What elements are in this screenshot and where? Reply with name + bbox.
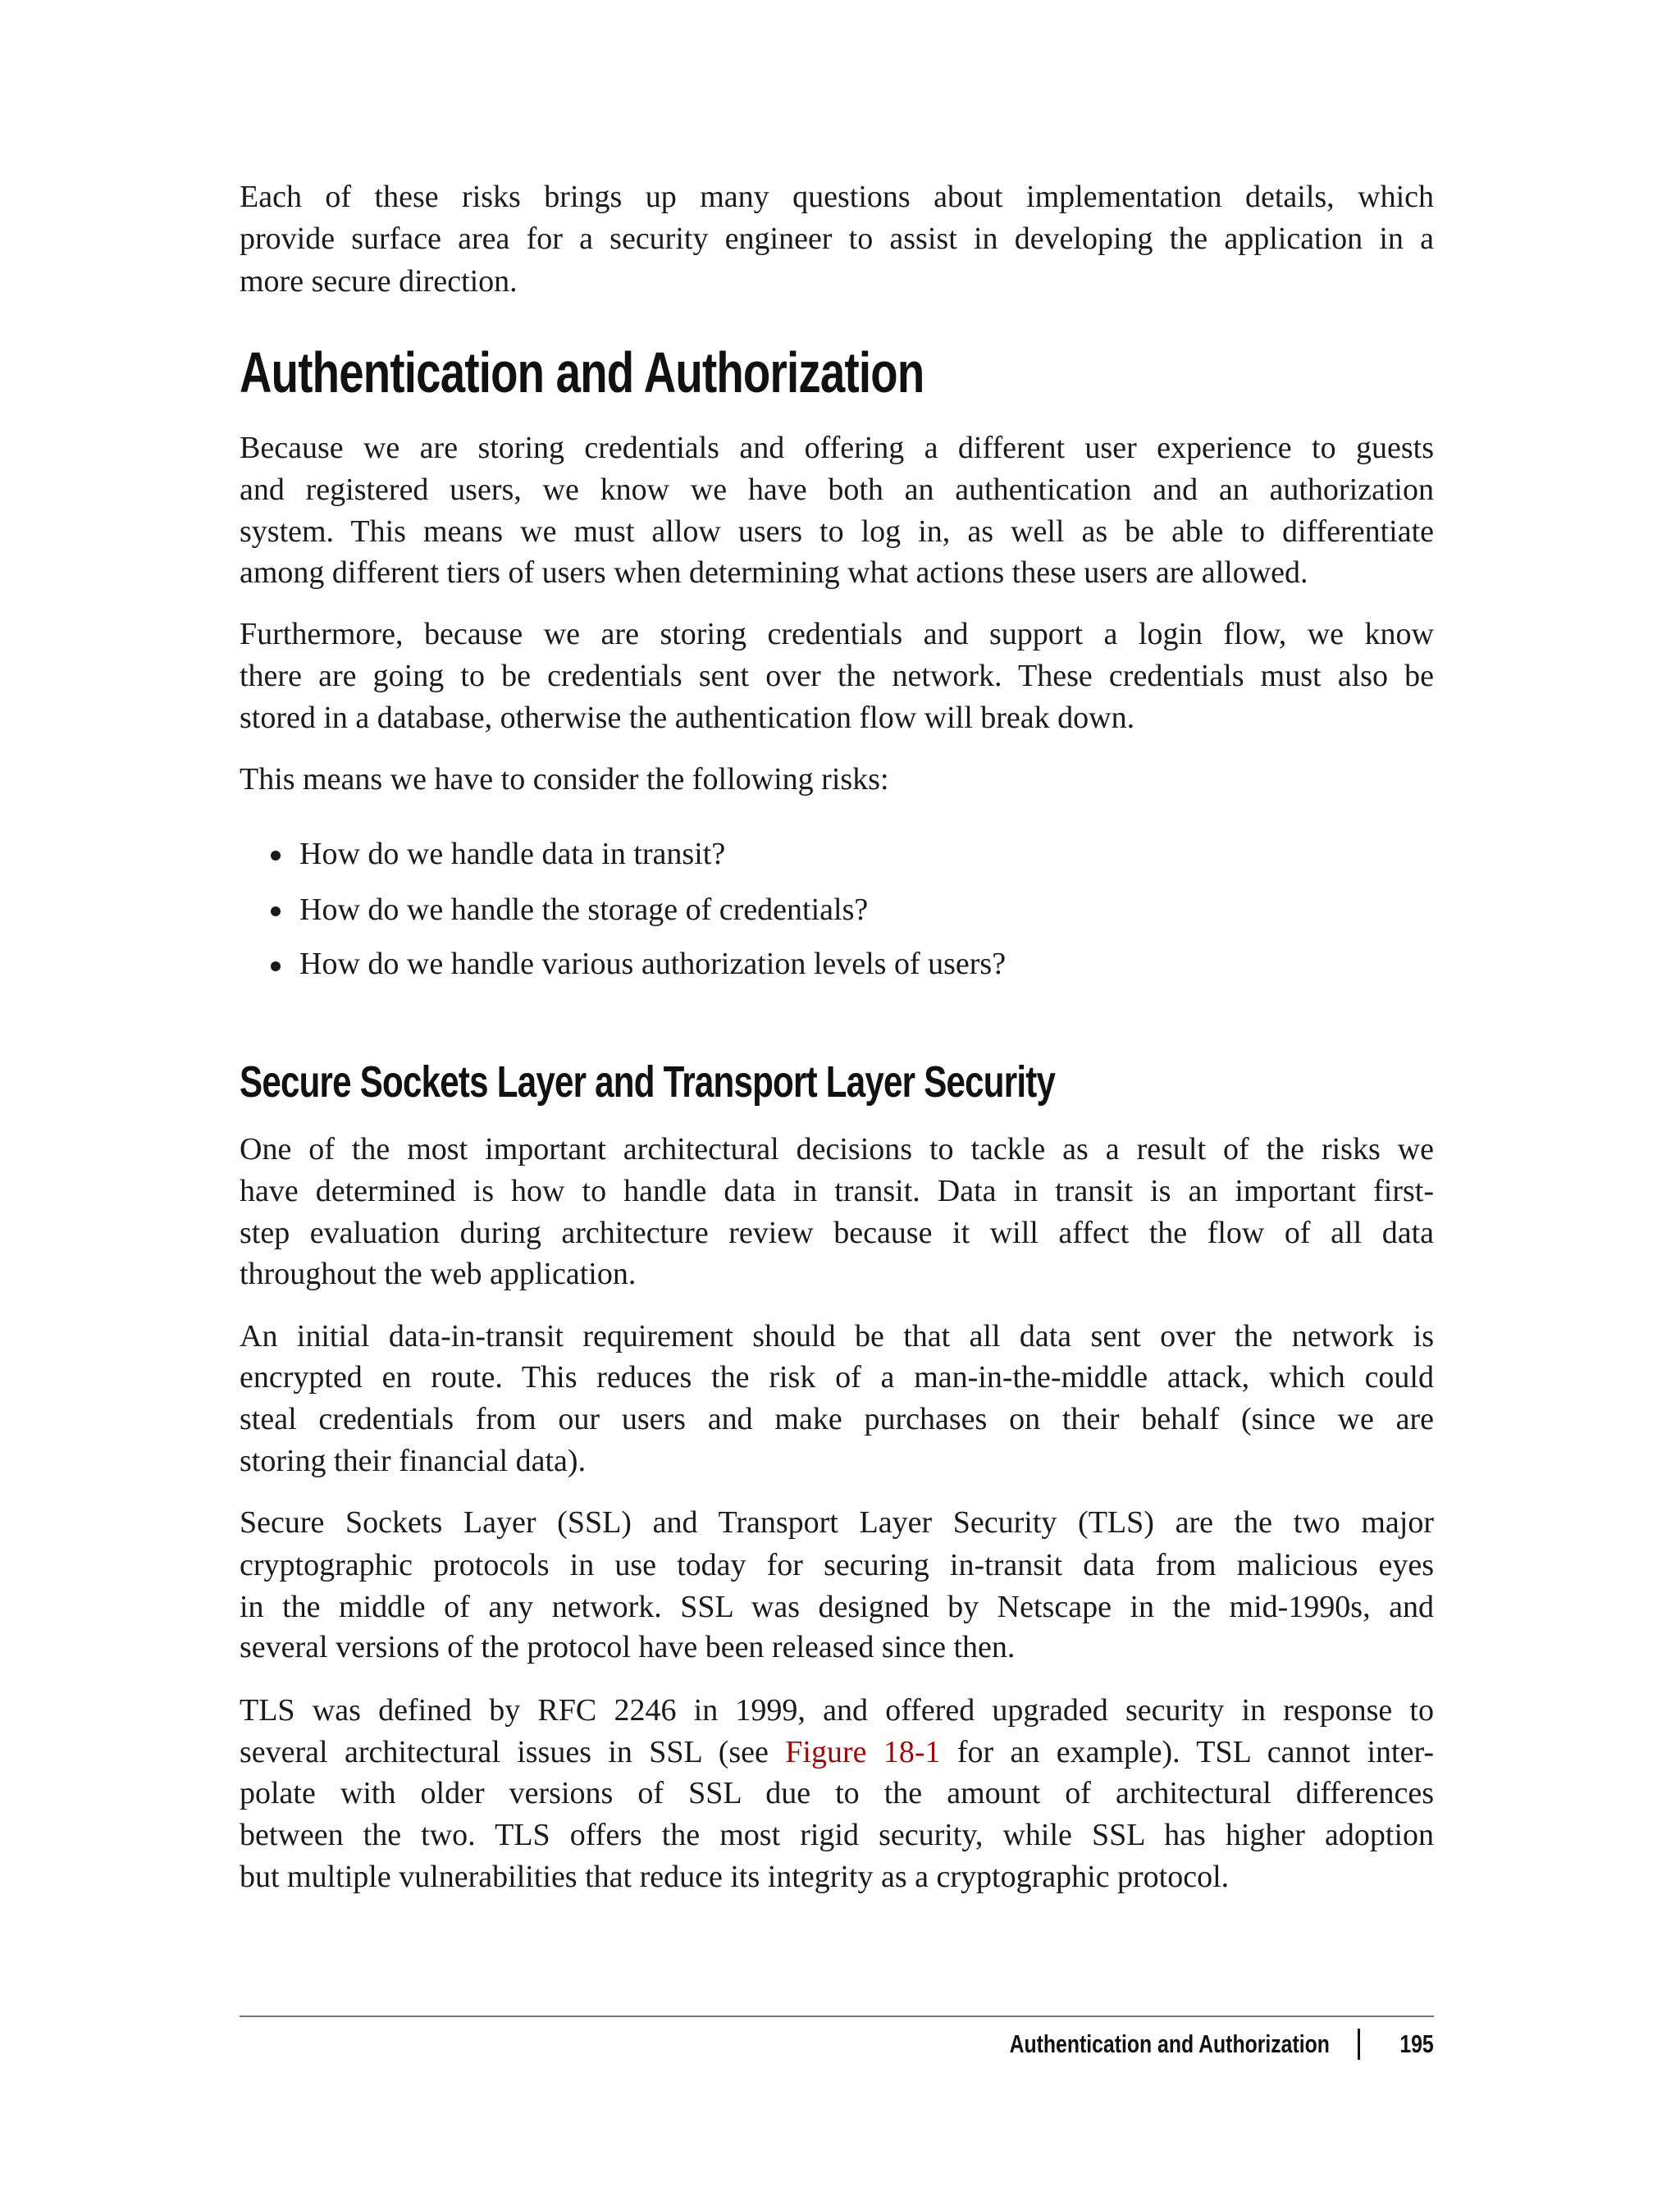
paragraph-line: there are going to be credentials sent over the network. These credentials must also be <box>240 658 1434 693</box>
bullet-item: How do we handle the storage of credentials? <box>299 892 869 927</box>
paragraph-line: system. This means we must allow users to log in, as well as be able to differentiate <box>240 514 1434 550</box>
bullet-item: How do we handle various authorization levels of users? <box>299 947 1007 982</box>
paragraph-line: among different tiers of users when determining what actions these users are allowed. <box>240 555 1308 590</box>
page-number: 195 <box>1399 2029 1434 2058</box>
paragraph-line: but multiple vulnerabilities that reduce its integrity as a cryptographic protocol. <box>240 1860 1230 1895</box>
paragraph-line: Each of these risks brings up many questions about implementation details, which <box>240 180 1434 215</box>
figure-link[interactable]: Figure 18-1 <box>785 1735 941 1770</box>
paragraph-line: between the two. TLS offers the most rigid security, while SSL has higher adoption <box>240 1817 1434 1852</box>
paragraph-line: An initial data-in-transit requirement should be that all data sent over the network is <box>240 1319 1434 1354</box>
text-segment: several architectural issues in SSL (see <box>240 1735 786 1770</box>
paragraph-line: steal credentials from our users and make purchases on their behalf (since we are <box>240 1402 1434 1437</box>
subsection-heading: Secure Sockets Layer and Transport Layer Security <box>240 1057 1056 1107</box>
bullet-icon <box>271 851 281 861</box>
paragraph-line: Because we are storing credentials and offering a different user experience to guests <box>240 430 1434 465</box>
paragraph-line: This means we have to consider the following risks: <box>240 762 889 797</box>
bullet-icon <box>271 906 281 916</box>
bullet-icon <box>271 961 281 971</box>
paragraph-line: One of the most important architectural decisions to tackle as a result of the risks we <box>240 1131 1434 1166</box>
paragraph-line: have determined is how to handle data in transit. Data in transit is an important first- <box>240 1173 1434 1208</box>
paragraph-line: Secure Sockets Layer (SSL) and Transport Layer Security (TLS) are the two major <box>240 1505 1434 1541</box>
paragraph-line: TLS was defined by RFC 2246 in 1999, and offered upgraded security in response to <box>240 1693 1434 1728</box>
text-segment: for an example). TSL cannot inter- <box>940 1735 1434 1770</box>
footer-rule <box>240 2016 1434 2017</box>
paragraph-line: throughout the web application. <box>240 1256 637 1291</box>
paragraph-line: encrypted en route. This reduces the risk of a man-in-the-middle attack, which could <box>240 1359 1434 1395</box>
paragraph-line: storing their financial data). <box>240 1444 587 1479</box>
paragraph-line: step evaluation during architecture review because it will affect the flow of all data <box>240 1216 1434 1251</box>
footer-section-title: Authentication and Authorization <box>1009 2029 1331 2058</box>
paragraph-line: cryptographic protocols in use today for securing in-transit data from malicious eyes <box>240 1547 1434 1582</box>
paragraph-line: more secure direction. <box>240 263 518 299</box>
paragraph-line: several versions of the protocol have been released since then. <box>240 1630 1016 1665</box>
paragraph-line: and registered users, we know we have both an authentication and an authorization <box>240 472 1434 507</box>
footer-divider <box>1358 2029 1360 2060</box>
paragraph-line: in the middle of any network. SSL was designed by Netscape in the mid-1990s, and <box>240 1589 1434 1624</box>
paragraph-line: Furthermore, because we are storing credentials and support a login flow, we know <box>240 616 1434 651</box>
section-heading: Authentication and Authorization <box>240 340 924 404</box>
paragraph-line <box>240 1732 1434 1774</box>
paragraph-line: polate with older versions of SSL due to the amount of architectural differences <box>240 1775 1434 1810</box>
paragraph-line: stored in a database, otherwise the authentication flow will break down. <box>240 701 1135 736</box>
paragraph-line: provide surface area for a security engineer to assist in developing the application in a <box>240 221 1434 257</box>
running-footer <box>929 2028 1434 2061</box>
bullet-item: How do we handle data in transit? <box>299 836 726 871</box>
